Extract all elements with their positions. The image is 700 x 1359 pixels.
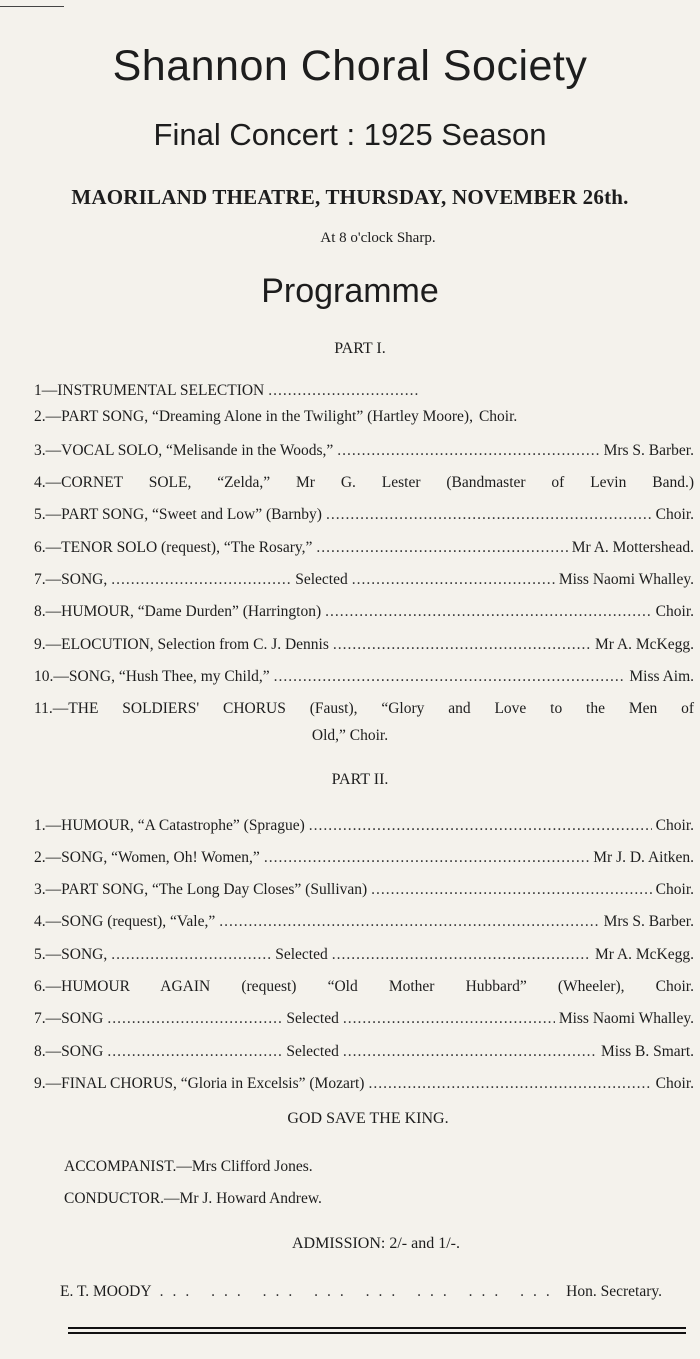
leader-dots <box>343 1010 555 1028</box>
programme-item <box>34 849 694 875</box>
item-performer: Miss Naomi Whalley. <box>558 1010 694 1027</box>
programme-item <box>34 946 694 972</box>
programme-item <box>34 913 694 939</box>
leader-dots <box>333 636 591 654</box>
programme-item: 11.—THE SOLDIERS' CHORUS (Faust), “Glory and Love to the Men of <box>34 700 694 717</box>
item-performer: Choir. <box>478 408 518 425</box>
item-performer: Choir. <box>655 1075 694 1092</box>
item-title: 7.—SONG <box>34 1010 104 1027</box>
item-title: 9.—FINAL CHORUS, “Gloria in Excelsis” (Mozart) <box>34 1075 365 1092</box>
leader-dots <box>368 1075 651 1093</box>
leader-dots <box>316 539 567 557</box>
item-title: 8.—SONG <box>34 1043 104 1060</box>
leader-dots <box>268 382 418 400</box>
programme-item <box>34 1043 694 1069</box>
item-performer: Mrs S. Barber. <box>603 442 694 459</box>
item-selection: Selected <box>286 1043 339 1060</box>
part-1-label: PART I. <box>334 340 386 357</box>
leader-dots <box>352 571 555 589</box>
item-performer: Miss B. Smart. <box>600 1043 694 1060</box>
leader-dots <box>371 881 652 899</box>
leader-dots <box>160 1283 559 1301</box>
item-title: 9.—ELOCUTION, Selection from C. J. Dennis <box>34 636 329 653</box>
leader-dots <box>309 817 652 835</box>
accompanist-credit: ACCOMPANIST.—Mrs Clifford Jones. <box>64 1158 313 1175</box>
leader-dots <box>111 946 271 964</box>
programme-item <box>34 408 694 434</box>
item-title: 2.—SONG, “Women, Oh! Women,” <box>34 849 260 866</box>
programme-item <box>34 442 694 468</box>
item-title: 3.—VOCAL SOLO, “Melisande in the Woods,” <box>34 442 334 459</box>
programme-item <box>34 1010 694 1036</box>
society-title: Shannon Choral Society <box>112 42 588 90</box>
leader-dots <box>343 1043 597 1061</box>
item-title: 6.—TENOR SOLO (request), “The Rosary,” <box>34 539 313 556</box>
secretary-name: E. T. MOODY <box>60 1283 152 1300</box>
item-selection: Selected <box>286 1010 339 1027</box>
item-title: 7.—SONG, <box>34 571 108 588</box>
secretary-line <box>60 1283 662 1301</box>
item-performer: Choir. <box>655 506 694 523</box>
programme-item <box>34 636 694 662</box>
leader-dots <box>107 1010 282 1028</box>
item-title: 10.—SONG, “Hush Thee, my Child,” <box>34 668 270 685</box>
item-title: 2.—PART SONG, “Dreaming Alone in the Twilight” (Hartley Moore), <box>34 408 473 425</box>
leader-dots <box>337 442 599 460</box>
part-2-label: PART II. <box>331 771 389 788</box>
leader-dots <box>107 1043 282 1061</box>
programme-item <box>34 1075 694 1101</box>
leader-dots <box>326 506 652 524</box>
programme-item <box>34 603 694 629</box>
leader-dots <box>264 849 589 867</box>
conductor-credit: CONDUCTOR.—Mr J. Howard Andrew. <box>64 1190 322 1207</box>
programme-item <box>34 382 694 408</box>
venue-date: MAORILAND THEATRE, THURSDAY, NOVEMBER 26th. <box>71 185 629 209</box>
concert-subtitle: Final Concert : 1925 Season <box>153 117 547 152</box>
programme-item <box>34 817 694 843</box>
programme-item <box>34 668 694 694</box>
leader-dots <box>111 571 291 589</box>
anthem-line: GOD SAVE THE KING. <box>287 1110 449 1127</box>
item-selection: Selected <box>295 571 348 588</box>
programme-item <box>34 539 694 565</box>
item-performer: Choir. <box>655 603 694 620</box>
item-performer: Mrs S. Barber. <box>603 913 694 930</box>
item-title: 8.—HUMOUR, “Dame Durden” (Harrington) <box>34 603 322 620</box>
item-performer: Mr J. D. Aitken. <box>593 849 694 866</box>
item-selection: Selected <box>275 946 328 963</box>
item-title: 4.—SONG (request), “Vale,” <box>34 913 216 930</box>
item-title: 1.—HUMOUR, “A Catastrophe” (Sprague) <box>34 817 305 834</box>
leader-dots <box>332 946 591 964</box>
item-performer: Miss Aim. <box>629 668 694 685</box>
item-continuation: Old,” Choir. <box>311 727 389 744</box>
item-title: 5.—PART SONG, “Sweet and Low” (Barnby) <box>34 506 322 523</box>
item-performer: Choir. <box>655 881 694 898</box>
programme-heading: Programme <box>261 272 439 310</box>
leader-dots <box>325 603 652 621</box>
leader-dots <box>219 913 599 931</box>
item-performer: Miss Naomi Whalley. <box>558 571 694 588</box>
admission-prices: ADMISSION: 2/- and 1/-. <box>292 1235 460 1252</box>
bottom-double-rule <box>68 1327 686 1334</box>
start-time: At 8 o'clock Sharp. <box>320 230 436 246</box>
item-title: 1—INSTRUMENTAL SELECTION <box>34 382 265 399</box>
item-performer: Mr A. McKegg. <box>594 946 694 963</box>
programme-item: 6.—HUMOUR AGAIN (request) “Old Mother Hubbard” (Wheeler), Choir. <box>34 978 694 995</box>
programme-item <box>34 506 694 532</box>
top-rule <box>0 6 64 7</box>
item-title: 3.—PART SONG, “The Long Day Closes” (Sullivan) <box>34 881 368 898</box>
leader-dots <box>274 668 626 686</box>
item-performer: Mr A. Mottershead. <box>571 539 694 556</box>
programme-item <box>34 571 694 597</box>
item-title: 5.—SONG, <box>34 946 108 963</box>
item-performer: Choir. <box>655 817 694 834</box>
programme-item <box>34 881 694 907</box>
item-performer: Mr A. McKegg. <box>594 636 694 653</box>
programme-item: 4.—CORNET SOLE, “Zelda,” Mr G. Lester (Bandmaster of Levin Band.) <box>34 474 694 491</box>
secretary-role: Hon. Secretary. <box>566 1283 662 1300</box>
